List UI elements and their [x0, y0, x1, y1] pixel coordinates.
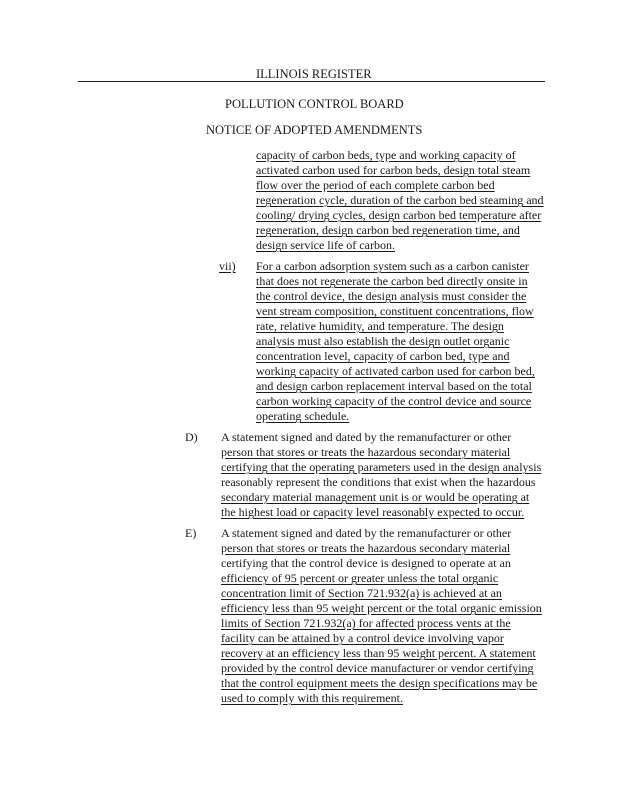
text-line: vent stream composition, constituent concentrations, flow — [256, 304, 534, 318]
text-line: person that stores or treats the hazardous secondary material — [221, 541, 511, 555]
text-line: analysis must also establish the design outlet organic — [256, 334, 510, 348]
text-line: provided by the control device manufacturer or vendor certifying — [221, 661, 534, 675]
text-line: working capacity of activated carbon used for carbon bed, — [256, 364, 535, 378]
item-vii-label: vii) — [219, 259, 236, 273]
text-line: regeneration cycle, duration of the carbon bed steaming and — [256, 193, 544, 207]
text-line: the highest load or capacity level reasonably expected to occur. — [221, 505, 525, 519]
text-line: person that stores or treats the hazardous secondary material — [221, 445, 511, 459]
text-line: rate, relative humidity, and temperature. The design — [256, 319, 504, 333]
item-d-label: D) — [185, 430, 198, 444]
text-line: operating schedule. — [256, 409, 350, 423]
text-line: and design carbon replacement interval based on the total — [256, 379, 532, 393]
text-line: efficiency of 95 percent or greater unless the total organic — [221, 571, 499, 585]
text-line: For a carbon adsorption system such as a carbon canister — [256, 259, 529, 273]
text-line: carbon working capacity of the control device and source — [256, 394, 532, 408]
text-line: efficiency less than 95 weight percent or the total organic emission — [221, 601, 542, 615]
text-line: used to comply with this requirement. — [221, 691, 403, 705]
text-line: capacity of carbon beds, type and working capacity of — [256, 148, 516, 162]
text-line: facility can be attained by a control device involving vapor — [221, 631, 504, 645]
text-line: A statement signed and dated by the remanufacturer or other — [221, 430, 512, 444]
text-line: flow over the period of each complete carbon bed — [256, 178, 495, 192]
board-title: POLLUTION CONTROL BOARD — [225, 97, 404, 111]
text-line: that does not regenerate the carbon bed directly onsite in — [256, 274, 528, 288]
text-line: reasonably represent the conditions that exist when the hazardous — [221, 475, 536, 489]
register-title: ILLINOIS REGISTER — [256, 67, 372, 81]
text-line: activated carbon used for carbon beds, design total steam — [256, 163, 531, 177]
item-e-label: E) — [185, 526, 197, 540]
text-line: A statement signed and dated by the remanufacturer or other — [221, 526, 512, 540]
text-line: recovery at an efficiency less than 95 weight percent. A statement — [221, 646, 536, 660]
text-line: certifying that the control device is designed to operate at an — [221, 556, 511, 570]
text-line: limits of Section 721.932(a) for affected process vents at the — [221, 616, 511, 630]
header-rule — [78, 81, 545, 82]
text-line: that the control equipment meets the design specifications may be — [221, 676, 538, 690]
text-line: concentration level, capacity of carbon bed, type and — [256, 349, 510, 363]
text-line: design service life of carbon. — [256, 238, 395, 252]
text-line: cooling/ drying cycles, design carbon bed temperature after — [256, 208, 542, 222]
notice-title: NOTICE OF ADOPTED AMENDMENTS — [206, 123, 423, 137]
text-line: the control device, the design analysis must consider the — [256, 289, 527, 303]
text-line: certifying that the operating parameters used in the design analysis — [221, 460, 542, 474]
text-line: regeneration, design carbon bed regeneration time, and — [256, 223, 520, 237]
text-line: concentration limit of Section 721.932(a) is achieved at an — [221, 586, 502, 600]
text-line: secondary material management unit is or would be operating at — [221, 490, 530, 504]
